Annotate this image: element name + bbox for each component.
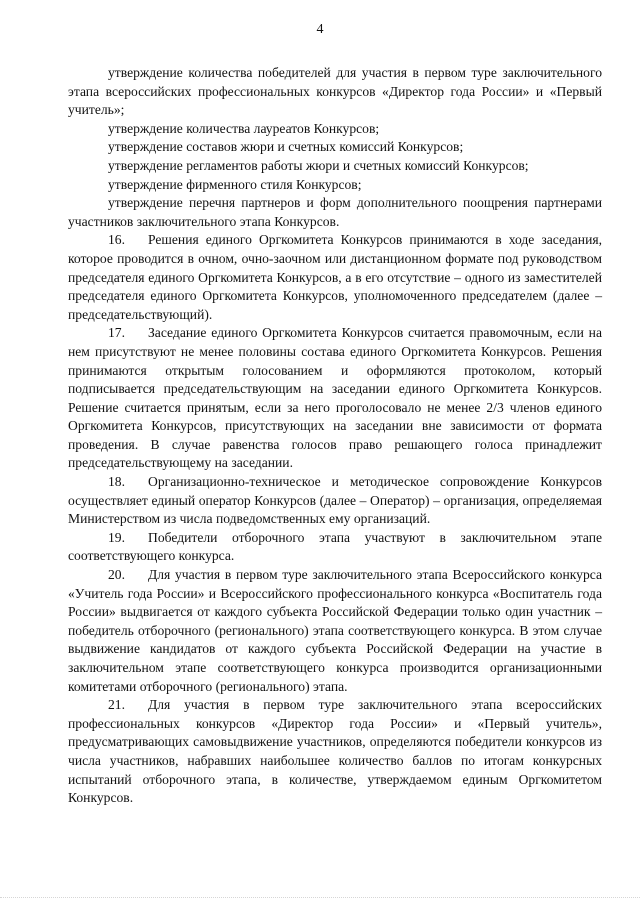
- paragraph-text: Победители отборочного этапа участвуют в заключительном этапе соответствующего конкурса.: [68, 529, 602, 564]
- numbered-paragraph-21: [68, 696, 602, 808]
- list-item: утверждение количества лауреатов Конкурсов;: [108, 120, 380, 136]
- paragraph-number: 21.: [108, 697, 125, 713]
- paragraph-number: 17.: [108, 325, 125, 341]
- scan-edge-divider: [0, 897, 640, 904]
- paragraph-number: 19.: [108, 529, 125, 545]
- numbered-paragraph-16: [68, 231, 602, 324]
- numbered-paragraph-17: [68, 324, 602, 473]
- paragraph-text: Заседание единого Оргкомитета Конкурсов считается правомочным, если на нем присутствуют не менее половины состава единого Оргкомитета Конкурсов. Решения принимаются открытым голосованием и оформляются протоколом, который подписывается председательствующим на заседании единого Оргкомитета Конкурсов. Решение считается принятым, если за него проголосовало не менее 2/3 членов единого Оргкомитета Конкурсов, присутствующих на заседании вне зависимости от формата проведения. В случае равенства голосов право решающего голоса принадлежит председательствующему на заседании.: [68, 325, 602, 471]
- paragraph-text: Для участия в первом туре заключительного этапа Всероссийского конкурса «Учитель года России» и Всероссийского профессионального конкурса «Воспитатель года России» выдвигается от каждого субъекта Российской Федерации только один участник – победитель отборочного (регионального) этапа соответствующего конкурса. В этом случае выдвижение кандидатов от каждого субъекта Российской Федерации на участие в заключительном этапе соответствующего конкурса производится организационными комитетами отборочного (регионального) этапа.: [68, 567, 602, 694]
- numbered-paragraph-18: [68, 473, 602, 529]
- list-item: утверждение фирменного стиля Конкурсов;: [108, 176, 362, 192]
- list-item: утверждение регламентов работы жюри и счетных комиссий Конкурсов;: [108, 157, 529, 173]
- page-number: 4: [316, 22, 324, 37]
- paragraph-number: 18.: [108, 474, 125, 490]
- paragraph-text: Для участия в первом туре заключительного этапа всероссийских профессиональных конкурсов «Директор года России» и «Первый учитель», предусматривающих самовыдвижение участников, определяются победители конкурсов из числа участников, набравших наибольшее количество баллов по итогам конкурсных испытаний отборочного этапа, в количестве, утверждаемом единым Оргкомитетом Конкурсов.: [68, 697, 602, 806]
- paragraph-number: 20.: [108, 567, 125, 583]
- numbered-paragraph-20: [68, 566, 602, 696]
- list-item: утверждение составов жюри и счетных комиссий Конкурсов;: [108, 139, 464, 155]
- paragraph-number: 16.: [108, 232, 125, 248]
- list-item: утверждение перечня партнеров и форм дополнительного поощрения партнерами участников заключительного этапа Конкурсов.: [68, 195, 602, 229]
- list-item: утверждение количества победителей для участия в первом туре заключительного этапа всероссийских профессиональных конкурсов «Директор года России» и «Первый учитель»;: [68, 65, 602, 118]
- document-body: [68, 64, 602, 808]
- paragraph-text: Организационно-техническое и методическое сопровождение Конкурсов осуществляет единый оператор Конкурсов (далее – Оператор) – организация, определяемая Министерством из числа подведомственных ему организаций.: [68, 474, 602, 527]
- numbered-paragraph-19: [68, 529, 602, 566]
- paragraph-text: Решения единого Оргкомитета Конкурсов принимаются в ходе заседания, которое проводится в очном, очно-заочном или дистанционном формате под руководством председателя единого Оргкомитета Конкурсов, а в его отсутствие – одного из заместителей председателя единого Оргкомитета Конкурсов, уполномоченного председателем (далее – председательствующий).: [68, 232, 602, 322]
